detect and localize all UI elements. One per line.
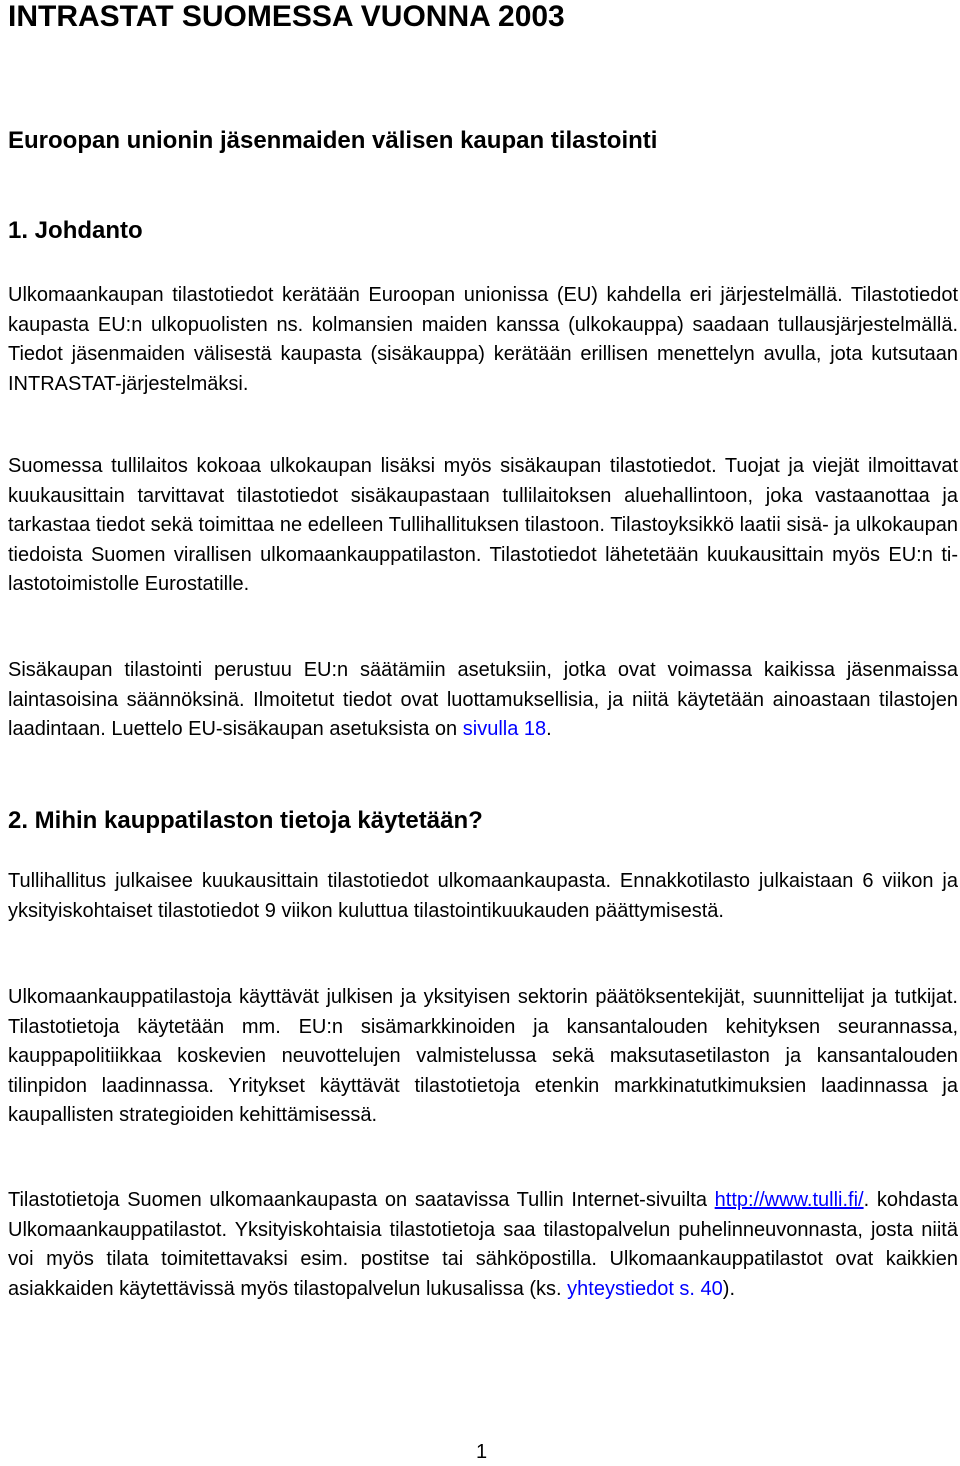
paragraph-usage-3-end: ). bbox=[722, 1277, 736, 1300]
paragraph-intro-3-end: . bbox=[546, 718, 552, 740]
paragraph-usage-3 bbox=[8, 1186, 958, 1304]
tulli-website-link[interactable]: http://www.tulli.fi/ bbox=[714, 1189, 864, 1211]
paragraph-usage-3-start: Tilastotietoja Suomen ulkomaankaupasta on saatavissa Tullin Internet-sivuilta bbox=[8, 1189, 715, 1211]
paragraph-intro-1: Ulkomaankaupan tilastotiedot kerätään Euroopan unionissa (EU) kahdella eri järjestelmällä. Tilastotiedot kaupasta EU:n ulkopuolisten ns. kolmansien maiden kanssa (ulkokauppa) saadaan tullausjärjestelmällä. Tiedot jäsenmaiden välisestä kaupasta (sisäkauppa) kerätään erillisen menettelyn avulla, jota kutsutaan INTRASTAT-järjestelmäksi. bbox=[8, 284, 958, 395]
document-title: INTRASTAT SUOMESSA VUONNA 2003 bbox=[8, 0, 565, 33]
paragraph-usage-1: Tullihallitus julkaisee kuukausittain tilastotiedot ulkomaankaupasta. Ennakkotilasto julkaistaan 6 viikon ja yksityiskohtaiset tilastotiedot 9 viikon kuluttua tilastointikuukauden päättymisestä. bbox=[8, 870, 958, 922]
paragraph-intro-3 bbox=[8, 656, 958, 745]
page-18-link[interactable]: sivulla 18 bbox=[462, 718, 547, 740]
paragraph-intro-2: Suomessa tullilaitos kokoaa ulkokaupan lisäksi myös sisäkaupan tilastotiedot. Tuojat ja viejät ilmoittavat kuukausittain tarvittavat tilastotiedot sisäkaupastaan tullilaitoksen aluehallintoon, joka vastaanottaa ja tarkastaa tiedot sekä toimittaa ne edelleen Tullihallituksen tilastoon. Tilastoyksikkö laatii sisä- ja ulkokaupan tiedoista Suomen virallisen ulkomaankauppatilaston. Tilastotiedot lähetetään kuukausittain myös EU:n tilastotoimistolle Eurostatille. bbox=[8, 455, 958, 595]
section-heading-usage: 2. Mihin kauppatilaston tietoja käytetään? bbox=[8, 807, 483, 834]
page-number: 1 bbox=[476, 1441, 488, 1463]
paragraph-intro-3-text: Sisäkaupan tilastointi perustuu EU:n säätämiin asetuksiin, jotka ovat voimassa kaikissa jäsenmaissa laintasoisina säännöksinä. Ilmoitetut tiedot ovat luottamuksellisia, ja niitä käytetään ainoastaan tilastojen laadintaan. Luettelo EU-sisäkaupan asetuksista on bbox=[8, 659, 958, 740]
section-heading-johdanto: 1. Johdanto bbox=[8, 217, 143, 244]
contact-info-link[interactable]: yhteystiedot s. 40 bbox=[567, 1277, 723, 1300]
paragraph-usage-3-mid: . kohdasta Ulkomaankauppatilastot. Yksityiskohtaisia tilastotietoja saa tilastopalvelun puhelinneuvonnasta, josta niitä voi myös tilata toimitettavaksi esim. postitse tai sähköpostilla. Ulkomaankauppatilastot ovat kaikkien asiakkaiden käytettävissä myös tilastopalvelun lukusalissa (ks. bbox=[8, 1189, 958, 1300]
document-subtitle: Euroopan unionin jäsenmaiden välisen kaupan tilastointi bbox=[8, 127, 658, 154]
paragraph-usage-2: Ulkomaankauppatilastoja käyttävät julkisen ja yksityisen sektorin päätöksentekijät, suunnittelijat ja tutkijat. Tilastotietoja käytetään mm. EU:n sisämarkkinoiden ja kansantalouden kehityksen seurannassa, kauppapolitiikkaa koskevien neuvottelujen valmistelussa sekä maksutasetilaston ja kansantalouden tilinpidon laadinnassa. Yritykset käyttävät tilastotietoja etenkin markkinatutkimuksien laadinnassa ja kaupallisten strategioiden kehittämisessä. bbox=[8, 986, 958, 1126]
